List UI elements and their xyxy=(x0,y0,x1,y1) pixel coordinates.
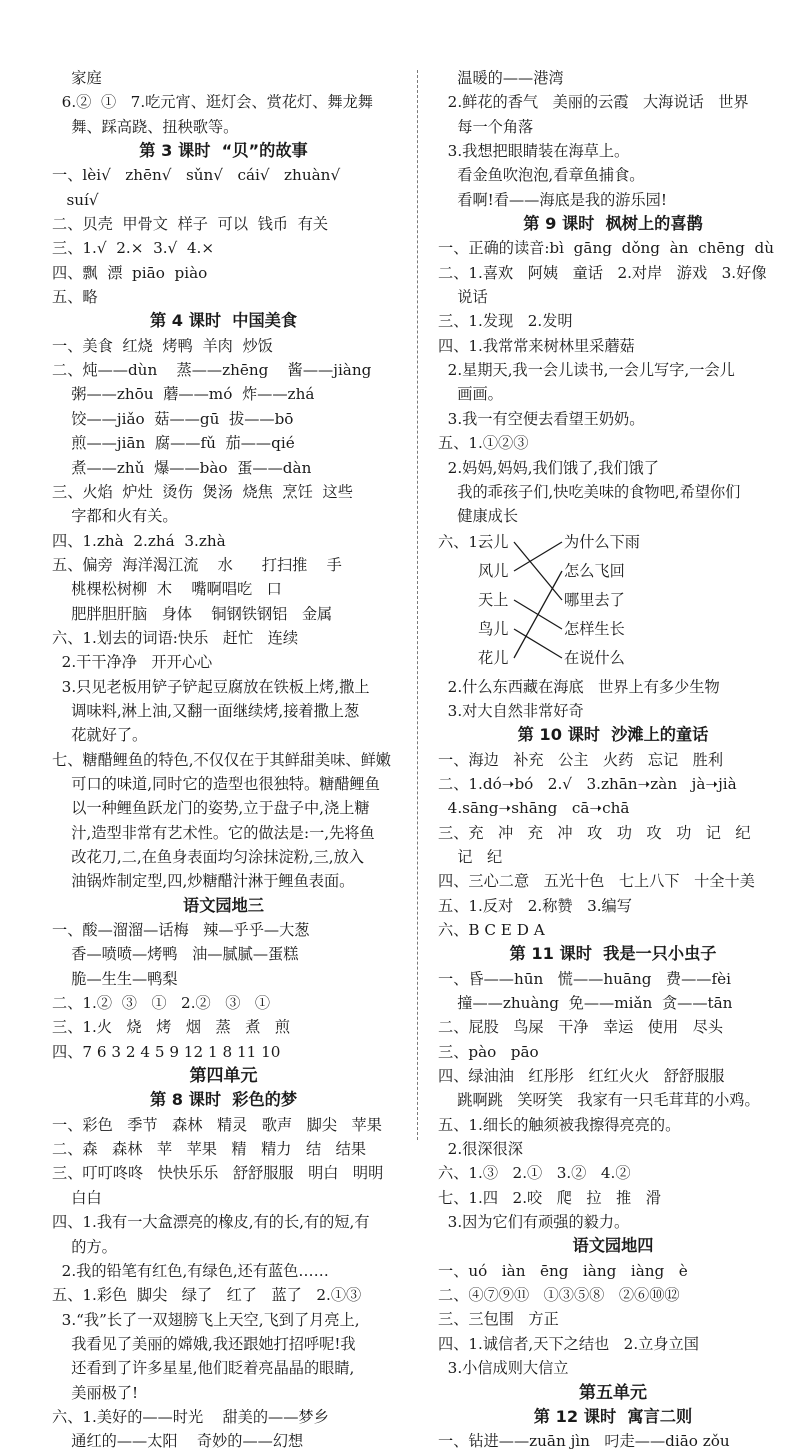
lesson-heading: 第 9 课时 枫树上的喜鹊 xyxy=(523,214,703,234)
answer-line: 三、火焰 炉灶 烫伤 煲汤 烧焦 烹饪 这些 xyxy=(52,482,353,501)
left-column xyxy=(52,66,395,1454)
lesson-heading: 第 8 课时 彩色的梦 xyxy=(149,1090,298,1110)
match-connector-line xyxy=(514,542,562,600)
answer-line: 可口的味道,同时它的造型也很独特。糖醋鲤鱼 xyxy=(52,774,380,793)
answer-line: 二、屁股 鸟屎 干净 幸运 使用 尽头 xyxy=(438,1018,724,1037)
answer-line: 三、1.发现 2.发明 xyxy=(438,312,573,331)
answer-line: 跳啊跳 笑呀笑 我家有一只毛茸茸的小鸡。 xyxy=(438,1091,760,1110)
answer-line: 油锅炸制定型,四,炒糖醋汁淋于鲤鱼表面。 xyxy=(52,872,355,891)
answer-line: 还看到了许多星星,他们眨着亮晶晶的眼睛, xyxy=(52,1359,355,1378)
answer-line: 一、酸—溜溜—话梅 辣—乎乎—大葱 xyxy=(52,921,310,940)
answer-line: 煎——jiān 腐——fǔ 茄——qié xyxy=(52,434,295,453)
right-column-top xyxy=(438,66,788,529)
answer-line: 四、绿油油 红彤彤 红红火火 舒舒服服 xyxy=(438,1067,725,1086)
match-connector-line xyxy=(514,542,562,571)
answer-line: 三、1.√ 2.× 3.√ 4.× xyxy=(52,239,215,258)
match-right-phrase: 怎么飞回 xyxy=(564,561,625,580)
answer-line: 粥——zhōu 蘑——mó 炸——zhá xyxy=(52,385,315,404)
matching-lead: 六、1. xyxy=(438,532,483,551)
matching-exercise xyxy=(438,529,788,675)
match-connector-line xyxy=(514,629,562,658)
answer-line: 2.什么东西藏在海底 世界上有多少生物 xyxy=(438,677,720,696)
answer-line: 3.我想把眼睛装在海草上。 xyxy=(438,142,630,161)
answer-line: 一、美食 红烧 烤鸭 羊肉 炒饭 xyxy=(52,336,273,355)
answer-line: 说话 xyxy=(438,288,488,307)
answer-line: 我的乖孩子们,快吃美味的食物吧,希望你们 xyxy=(438,482,741,501)
answer-line: 健康成长 xyxy=(438,507,519,526)
answer-line: 2.很深很深 xyxy=(438,1140,523,1159)
answer-line: 六、1.美好的——时光 甜美的——梦乡 xyxy=(52,1407,329,1426)
answer-line: 3.只见老板用铲子铲起豆腐放在铁板上烤,撒上 xyxy=(52,677,370,696)
answer-line: 五、1.细长的触须被我擦得亮亮的。 xyxy=(438,1115,681,1134)
answer-line: 花就好了。 xyxy=(52,726,148,745)
answer-line: 二、炖——dùn 蒸——zhēng 酱——jiàng xyxy=(52,361,372,380)
answer-line: 2.妈妈,妈妈,我们饿了,我们饿了 xyxy=(438,458,659,477)
answer-line: 桃棵松树柳 木 嘴啊唱吃 口 xyxy=(52,580,282,599)
lesson-heading: 第 11 课时 我是一只小虫子 xyxy=(509,944,717,964)
right-column-bottom xyxy=(438,675,788,1454)
answer-line: 一、钻进——zuān jìn 叼走——diāo zǒu xyxy=(438,1432,730,1451)
answer-line: 家庭 xyxy=(52,69,102,87)
answer-line: 记 纪 xyxy=(438,847,503,866)
match-left-word: 风儿 xyxy=(478,561,509,580)
answer-line: 舞、踩高跷、扭秧歌等。 xyxy=(52,117,239,136)
answer-line: 煮——zhǔ 爆——bào 蛋——dàn xyxy=(52,458,312,477)
answer-line: 五、偏旁 海洋渴江流 水 打扫推 手 xyxy=(52,555,342,574)
answer-line: 通红的——太阳 奇妙的——幻想 xyxy=(52,1432,304,1451)
answer-line: 3.对大自然非常好奇 xyxy=(438,701,584,720)
match-right-phrase: 哪里去了 xyxy=(564,590,625,609)
answer-line: 3.小信成则大信立 xyxy=(438,1359,569,1378)
match-connector-line xyxy=(514,571,562,658)
match-right-phrase: 在说什么 xyxy=(564,648,625,667)
answer-line: 四、1.我有一大盒漂亮的橡皮,有的长,有的短,有 xyxy=(52,1213,370,1232)
answer-line: 五、1.①②③ xyxy=(438,434,529,453)
answer-line: 2.干干净净 开开心心 xyxy=(52,653,213,672)
answer-line: 3.因为它们有顽强的毅力。 xyxy=(438,1213,630,1232)
answer-line: 四、1.zhà 2.zhá 3.zhà xyxy=(52,531,226,550)
answer-line: 肥胖胆肝脑 身体 铜钢铁钢铝 金属 xyxy=(52,604,333,623)
answer-line: 一、海边 补充 公主 火药 忘记 胜利 xyxy=(438,750,724,769)
answer-line: 4.sāng➝shāng cā➝chā xyxy=(438,799,630,818)
answer-line: 字都和火有关。 xyxy=(52,507,178,526)
answer-line: 6.② ① 7.吃元宵、逛灯会、赏花灯、舞龙舞 xyxy=(52,93,373,112)
answer-line: 汁,造型非常有艺术性。它的做法是:一,先将鱼 xyxy=(52,823,375,842)
answer-line: 香—喷喷—烤鸭 油—腻腻—蛋糕 xyxy=(52,945,299,964)
lesson-heading: 第 3 课时 “贝”的故事 xyxy=(139,141,308,161)
answer-line: 六、1.③ 2.① 3.② 4.② xyxy=(438,1164,631,1183)
answer-line: 五、1.反对 2.称赞 3.编写 xyxy=(438,896,632,915)
answer-line: 一、昏——hūn 慌——huāng 费——fèi xyxy=(438,969,731,988)
answer-line: 脆—生生—鸭梨 xyxy=(52,969,178,988)
answer-line: 三、充 冲 充 冲 攻 功 攻 功 记 纪 xyxy=(438,823,751,842)
lesson-heading: 第 10 课时 沙滩上的童话 xyxy=(517,725,709,745)
answer-line: 3.我一有空便去看望王奶奶。 xyxy=(438,409,645,428)
answer-line: 饺——jiǎo 菇——gū 拔——bō xyxy=(52,409,294,428)
answer-line: 二、贝壳 甲骨文 样子 可以 钱币 有关 xyxy=(52,215,329,234)
answer-line: 白白 xyxy=(52,1188,102,1207)
answer-line: 五、1.彩色 脚尖 绿了 红了 蓝了 2.①③ xyxy=(52,1286,362,1305)
answer-line: 一、彩色 季节 森林 精灵 歌声 脚尖 苹果 xyxy=(52,1115,382,1134)
answer-line: 2.星期天,我一会儿读书,一会儿写字,一会儿 xyxy=(438,361,735,380)
answer-line: 每一个角落 xyxy=(438,117,534,136)
answer-line: 二、1.② ③ ① 2.② ③ ① xyxy=(52,994,271,1013)
answer-line: 三、1.火 烧 烤 烟 蒸 煮 煎 xyxy=(52,1018,291,1037)
answer-line: 看啊!看——海底是我的游乐园! xyxy=(438,190,667,209)
answer-line: 3.“我”长了一双翅膀飞上天空,飞到了月亮上, xyxy=(52,1310,360,1329)
answer-line: 2.鲜花的香气 美丽的云霞 大海说话 世界 xyxy=(438,93,749,112)
answer-line: 四、三心二意 五光十色 七上八下 十全十美 xyxy=(438,872,755,891)
lesson-heading: 第 12 课时 寓言二则 xyxy=(533,1406,693,1426)
answer-line: 七、1.四 2.咬 爬 拉 推 滑 xyxy=(438,1188,661,1207)
answer-line: 四、1.诚信者,天下之结也 2.立身立国 xyxy=(438,1334,699,1353)
answer-line: 四、7 6 3 2 4 5 9 12 1 8 11 10 xyxy=(52,1042,281,1061)
unit-heading: 第五单元 xyxy=(579,1382,647,1403)
answer-line: 七、糖醋鲤鱼的特色,不仅仅在于其鲜甜美味、鲜嫩 xyxy=(52,750,391,769)
answer-line: 三、叮叮咚咚 快快乐乐 舒舒服服 明白 明明 xyxy=(52,1164,384,1183)
answer-line: 2.我的铅笔有红色,有绿色,还有蓝色…… xyxy=(52,1261,329,1280)
answer-line: 三、三包围 方正 xyxy=(438,1310,559,1329)
answer-line: 改花刀,二,在鱼身表面均匀涂抹淀粉,三,放入 xyxy=(52,848,364,866)
answer-line: 一、uó iàn ēng iàng iàng è xyxy=(438,1261,688,1280)
answer-line: 一、正确的读音:bì gāng dǒng àn chēng dù xyxy=(438,239,775,258)
answer-line: 撞——zhuàng 免——miǎn 贪——tān xyxy=(438,994,733,1012)
answer-line: 六、B C E D A xyxy=(438,920,545,939)
answer-line: 调味料,淋上油,又翻一面继续烤,接着撒上葱 xyxy=(52,701,360,720)
match-left-word: 鸟儿 xyxy=(478,619,509,638)
answer-line: 画画。 xyxy=(438,385,503,404)
answer-line: 温暖的——港湾 xyxy=(438,69,564,87)
match-left-word: 天上 xyxy=(478,590,509,609)
answer-line: 五、略 xyxy=(52,288,98,307)
lesson-heading: 第 4 课时 中国美食 xyxy=(149,311,298,331)
match-left-word: 花儿 xyxy=(478,648,509,667)
answer-line: 一、lèi√ zhēn√ sǔn√ cái√ zhuàn√ xyxy=(52,166,341,185)
answer-line: suí√ xyxy=(52,190,99,209)
lesson-heading: 语文园地三 xyxy=(183,895,264,915)
right-column xyxy=(438,66,788,1454)
answer-line: 二、1.喜欢 阿姨 童话 2.对岸 游戏 3.好像 xyxy=(438,263,767,282)
answer-line: 二、④⑦⑨⑪ ①③⑤⑧ ②⑥⑩⑫ xyxy=(438,1286,680,1305)
answer-line: 四、1.我常常来树林里采蘑菇 xyxy=(438,336,635,355)
answer-line: 美丽极了! xyxy=(52,1383,139,1402)
answer-line: 二、森 森林 苹 苹果 精 精力 结 结果 xyxy=(52,1140,367,1159)
answer-line: 六、1.划去的词语:快乐 赶忙 连续 xyxy=(52,628,299,647)
answer-line: 的方。 xyxy=(52,1237,117,1256)
column-divider xyxy=(417,70,418,1140)
match-right-phrase: 怎样生长 xyxy=(564,619,625,638)
answer-line: 以一种鲤鱼跃龙门的姿势,立于盘子中,浇上糖 xyxy=(52,799,370,818)
match-right-phrase: 为什么下雨 xyxy=(564,532,640,551)
unit-heading: 第四单元 xyxy=(189,1066,258,1087)
match-left-word: 云儿 xyxy=(478,532,509,551)
answer-line: 四、飘 漂 piāo piào xyxy=(52,263,208,282)
answer-line: 三、pào pāo xyxy=(438,1042,539,1061)
answer-line: 看金鱼吹泡泡,看章鱼捕食。 xyxy=(438,166,645,185)
answer-line: 二、1.dó➝bó 2.√ 3.zhān➝zàn jà➝jià xyxy=(438,774,737,793)
answer-line: 我看见了美丽的嫦娥,我还跟她打招呼呢!我 xyxy=(52,1334,356,1353)
lesson-heading: 语文园地四 xyxy=(572,1236,654,1256)
